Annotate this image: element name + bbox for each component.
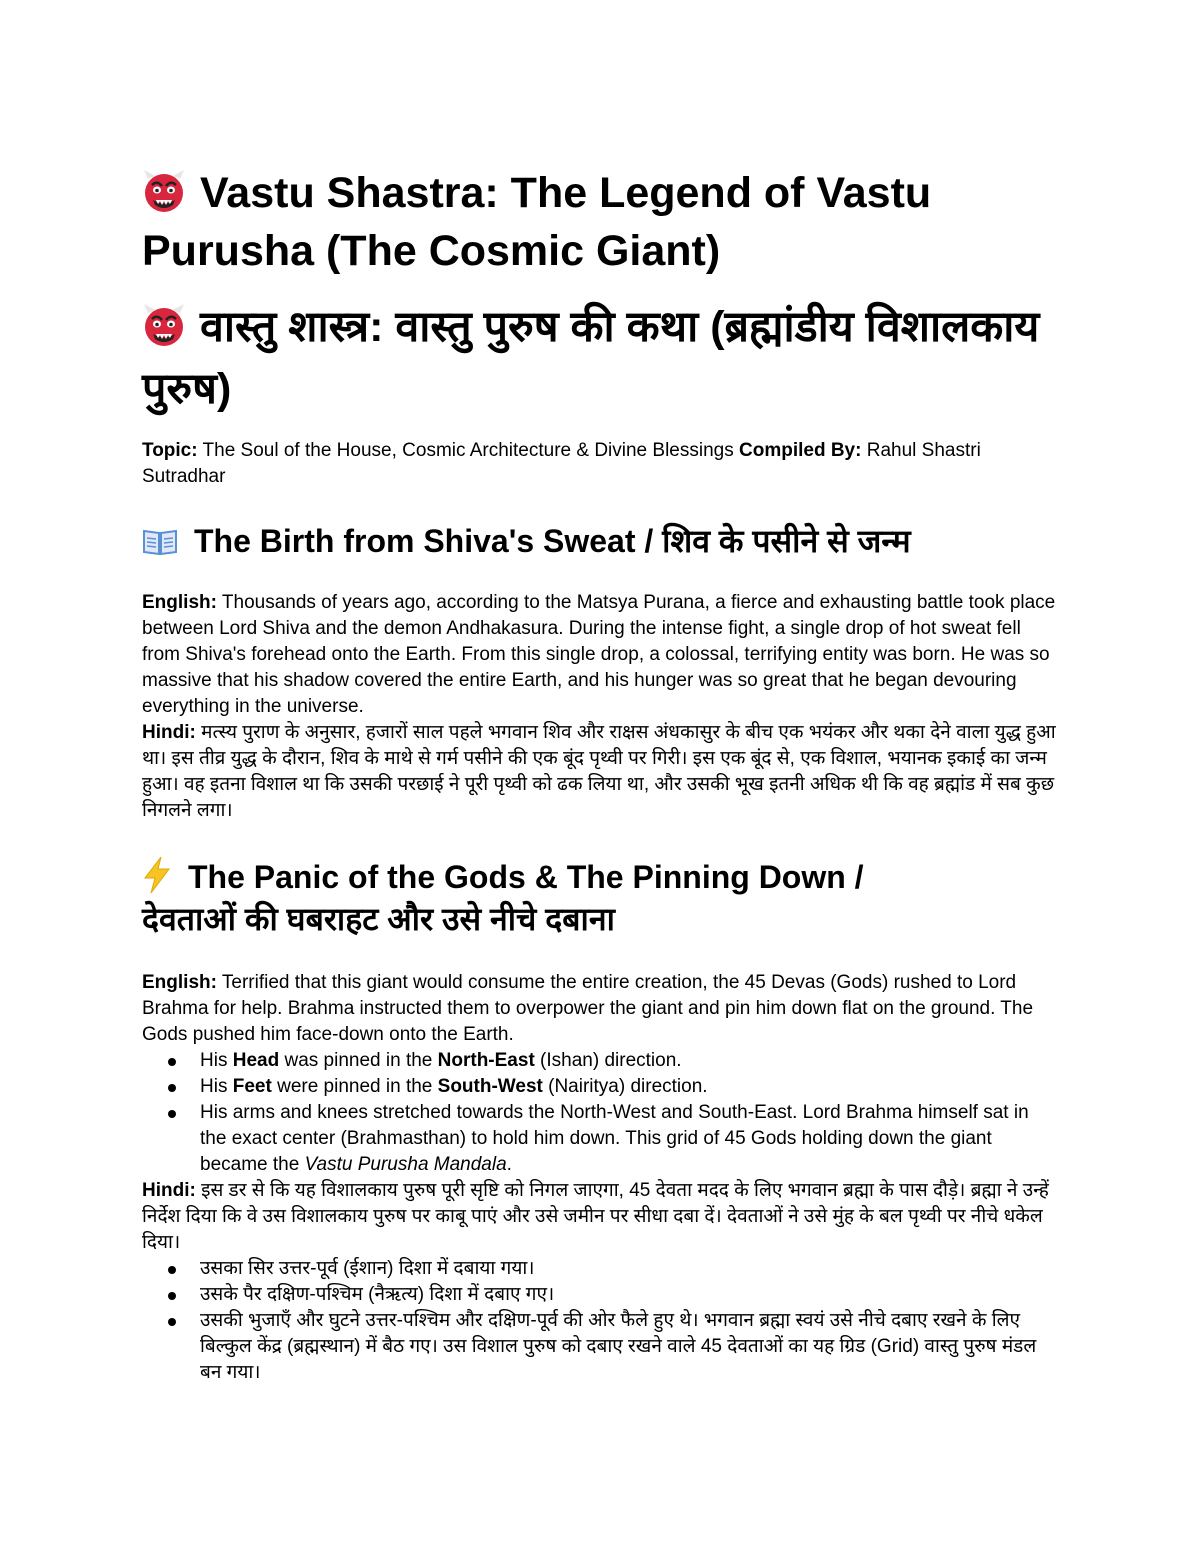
list-item: उसके पैर दक्षिण-पश्चिम (नैऋत्य) दिशा में दबाए गए। bbox=[200, 1282, 1057, 1308]
ogre-devil-mask-icon bbox=[142, 302, 186, 346]
list-item: His arms and knees stretched towards the North-West and South-East. Lord Brahma himself sat in the exact center (Brahmasthan) to hold him down. This grid of 45 Gods holding down the giant became the Vastu Purusha Mandala. bbox=[200, 1100, 1057, 1178]
section2-english-list bbox=[142, 1048, 1057, 1178]
open-book-icon bbox=[142, 524, 178, 554]
section2-english-paragraph: English: Terrified that this giant would consume the entire creation, the 45 Devas (Gods) rushed to Lord Brahma for help. Brahma instructed them to overpower the giant and pin him down flat on the ground. The Gods pushed him face-down onto the Earth. bbox=[142, 972, 1034, 1045]
section2-hindi-paragraph: Hindi: इस डर से कि यह विशालकाय पुरुष पूरी सृष्टि को निगल जाएगा, 45 देवता मदद के लिए भगवान ब्रह्मा के पास दौड़े। ब्रह्मा ने उन्हें निर्देश दिया कि वे उस विशालकाय पुरुष पर काबू पाएं और उसे जमीन पर सीधा दबा दें। देवताओं ने उसे मुंह के बल पृथ्वी पर नीचे धकेल दिया। bbox=[142, 1180, 1049, 1253]
section1-body bbox=[142, 590, 1057, 824]
list-item: His Head was pinned in the North-East (Ishan) direction. bbox=[200, 1048, 1057, 1074]
section2-body bbox=[142, 970, 1057, 1386]
topic-value: The Soul of the House, Cosmic Architecture & Divine Blessings bbox=[202, 440, 734, 461]
list-item: उसकी भुजाएँ और घुटने उत्तर-पश्चिम और दक्षिण-पूर्व की ओर फैले हुए थे। भगवान ब्रह्मा स्वयं उसे नीचे दबाए रखने के लिए बिल्कुल केंद्र (ब्रह्मस्थान) में बैठ गए। उस विशाल पुरुष को दबाए रखने वाले 45 देवताओं का यह ग्रिड (Grid) वास्तु पुरुष मंडल बन गया। bbox=[200, 1308, 1057, 1386]
compiled-label: Compiled By: bbox=[739, 440, 862, 461]
section2-hindi-list bbox=[142, 1256, 1057, 1386]
section2-heading: The Panic of the Gods & The Pinning Down / देवताओं की घबराहट और उसे नीचे दबाना bbox=[142, 856, 1057, 940]
document-content bbox=[142, 164, 1057, 1386]
section1-english-paragraph: English: Thousands of years ago, according to the Matsya Purana, a fierce and exhausting battle took place between Lord Shiva and the demon Andhakasura. During the intense fight, a single drop of hot sweat fell from Shiva's forehead onto the Earth. From this single drop, a colossal, terrifying entity was born. He was so massive that his shadow covered the entire Earth, and his hunger was so great that he began devouring everything in the universe. bbox=[142, 592, 1056, 717]
title-english: Vastu Shastra: The Legend of Vastu Purusha (The Cosmic Giant) bbox=[142, 169, 932, 275]
title-hindi: वास्तु शास्त्र: वास्तु पुरुष की कथा (ब्रह्मांडीय विशालकाय पुरुष) bbox=[142, 303, 1040, 413]
compiled-value: Rahul Shastri Sutradhar bbox=[142, 440, 981, 487]
list-item: उसका सिर उत्तर-पूर्व (ईशान) दिशा में दबाया गया। bbox=[200, 1256, 1057, 1282]
section1-heading: The Birth from Shiva's Sweat / शिव के पसीने से जन्म bbox=[142, 520, 1057, 562]
document-meta bbox=[142, 438, 1057, 490]
topic-label: Topic: bbox=[142, 440, 198, 461]
ogre-devil-mask-icon bbox=[142, 169, 186, 213]
list-item: His Feet were pinned in the South-West (Nairitya) direction. bbox=[200, 1074, 1057, 1100]
section1-hindi-paragraph: Hindi: मत्स्य पुराण के अनुसार, हजारों साल पहले भगवान शिव और राक्षस अंधकासुर के बीच एक भयंकर और थका देने वाला युद्ध हुआ था। इस तीव्र युद्ध के दौरान, शिव के माथे से गर्म पसीने की एक बूंद पृथ्वी पर गिरी। इस एक बूंद से, एक विशाल, भयानक इकाई का जन्म हुआ। वह इतना विशाल था कि उसकी परछाई ने पूरी पृथ्वी को ढक लिया था, और उसकी भूख इतनी अधिक थी कि वह ब्रह्मांड में सब कुछ निगलने लगा। bbox=[142, 722, 1056, 821]
lightning-bolt-icon bbox=[142, 856, 172, 894]
